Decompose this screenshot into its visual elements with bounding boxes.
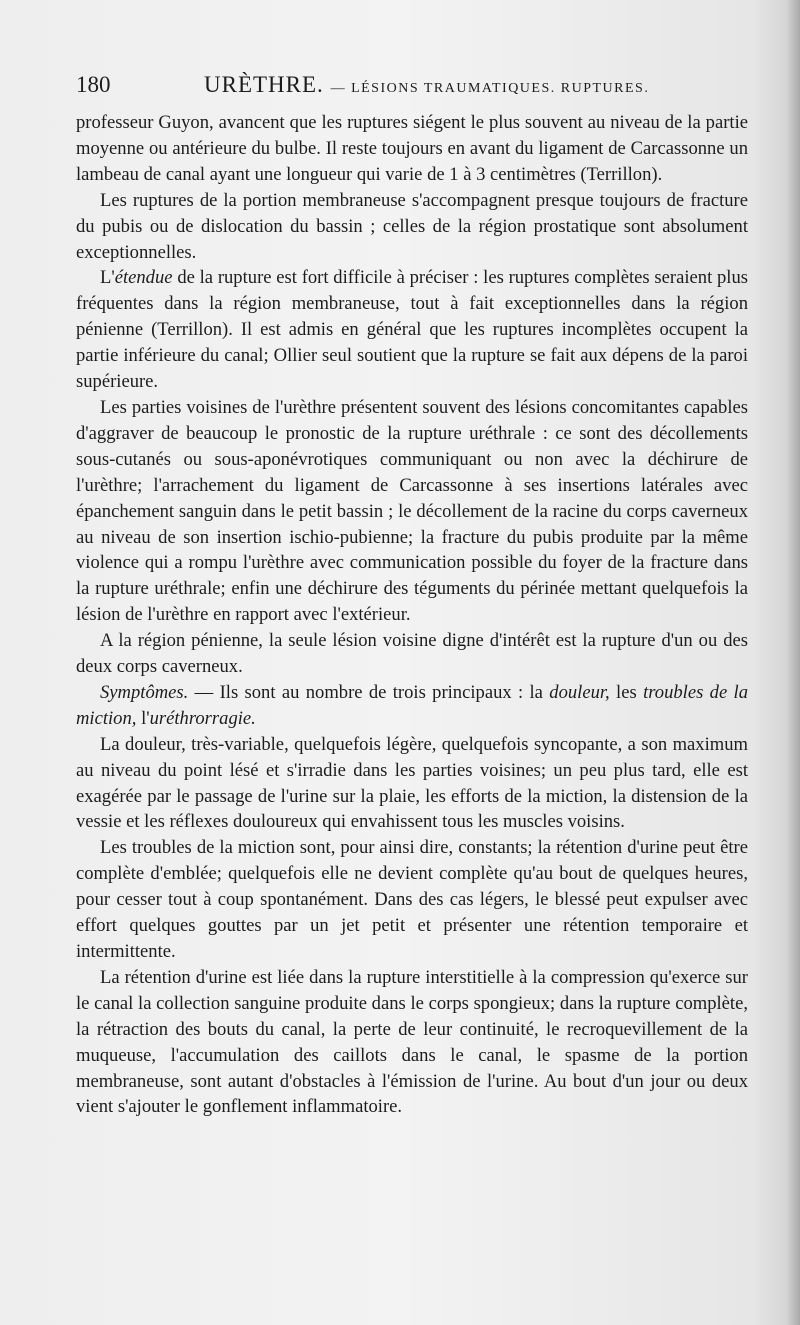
paragraph-3 — [76, 265, 748, 395]
body-text — [76, 110, 748, 1120]
p6-mid3: l' — [136, 707, 150, 729]
paragraph-2: Les ruptures de la portion membraneuse s'accompagnent presque toujours de fracture du pubis ou de dislocation du bassin ; celles de la région prostatique sont absolument exceptionnelles. — [76, 189, 748, 263]
paragraph-1: professeur Guyon, avancent que les ruptures siégent le plus souvent au niveau de la partie moyenne ou antérieure du bulbe. Il reste toujours en avant du ligament de Carcassonne un lambeau de canal ayant une longueur qui varie de 1 à 3 centimètres (Terrillon). — [76, 112, 748, 185]
paragraph-4: Les parties voisines de l'urèthre présentent souvent des lésions concomitantes capables d'aggraver de beaucoup le pronostic de la rupture uréthrale : ce sont des décollements sous-cutanés ou sous-aponévrotiques communiquant ou non avec la déchirure de l'urèthre; l'arrachement du ligament de Carcassonne à ses insertions latérales avec épanchement sanguin dans le petit bassin ; le décollement de la racine du corps caverneux au niveau de son insertion ischio-pubienne; la fracture du pubis produite par la même violence qui a rompu l'urèthre avec communication possible du foyer de la fracture dans la rupture uréthrale; enfin une déchirure des téguments du périnée mettant quelquefois la lésion de l'urèthre en rapport avec l'extérieur. — [76, 396, 748, 626]
p6-urethrorragie: uréthrorragie. — [149, 707, 256, 729]
p6-mid2: les — [609, 681, 644, 703]
p3-prefix: L' — [100, 267, 115, 289]
paragraph-8: Les troubles de la miction sont, pour ainsi dire, constants; la rétention d'urine peut être complète d'emblée; quelquefois elle ne devient complète qu'au bout de quelques heures, pour cesser tout à coup spontanément. Dans des cas légers, le blessé peut expulser avec effort quelques gouttes par un jet petit et présenter une rétention temporaire et intermittente. — [76, 837, 748, 962]
page-edge-shadow — [786, 0, 800, 1325]
p6-douleur: douleur, — [549, 681, 610, 703]
p6-mid1: — Ils sont au nombre de trois principaux : la — [188, 681, 550, 703]
paragraph-5: A la région pénienne, la seule lésion voisine digne d'intérêt est la rupture d'un ou des deux corps caverneux. — [76, 630, 748, 678]
paragraph-9: La rétention d'urine est liée dans la rupture interstitielle à la compression qu'exerce sur le canal la collection sanguine produite dans le corps spongieux; dans la rupture complète, la rétraction des bouts du canal, la perte de leur continuité, le recroquevillement de la muqueuse, l'accumulation des caillots dans le canal, le spasme de la portion membraneuse, sont autant d'obstacles à l'émission de l'urine. Au bout d'un jour ou deux vient s'ajouter le gonflement inflammatoire. — [76, 966, 748, 1118]
page-number: 180 — [76, 72, 111, 97]
p6-troubles: troubles de la miction, — [76, 681, 749, 729]
paragraph-7: La douleur, très-variable, quelquefois légère, quelquefois syncopante, a son maximum au niveau du point lésé et s'irradie dans les parties voisines; un peu plus tard, elle est exagérée par le passage de l'urine sur la plaie, les efforts de la miction, la distension de la vessie et les réflexes douloureux qui envahissent tous les muscles voisins. — [76, 733, 748, 833]
section-heading-symptomes: Symptômes. — [100, 681, 189, 703]
page-header — [76, 72, 756, 102]
running-subtitle: — LÉSIONS TRAUMATIQUES. RUPTURES. — [330, 81, 650, 96]
running-title: URÈTHRE. — [204, 72, 324, 97]
p3-italic: étendue — [114, 267, 173, 289]
paragraph-6 — [76, 680, 748, 732]
running-head — [204, 72, 649, 98]
p3-rest: de la rupture est fort difficile à préciser : les ruptures complètes seraient plus fréquentes dans la région membraneuse, tout à fait exceptionnelles dans la région pénienne (Terrillon). Il est admis en général que les ruptures incomplètes occupent la partie inférieure du canal; Ollier seul soutient que la rupture se fait aux dépens de la paroi supérieure. — [76, 267, 748, 393]
